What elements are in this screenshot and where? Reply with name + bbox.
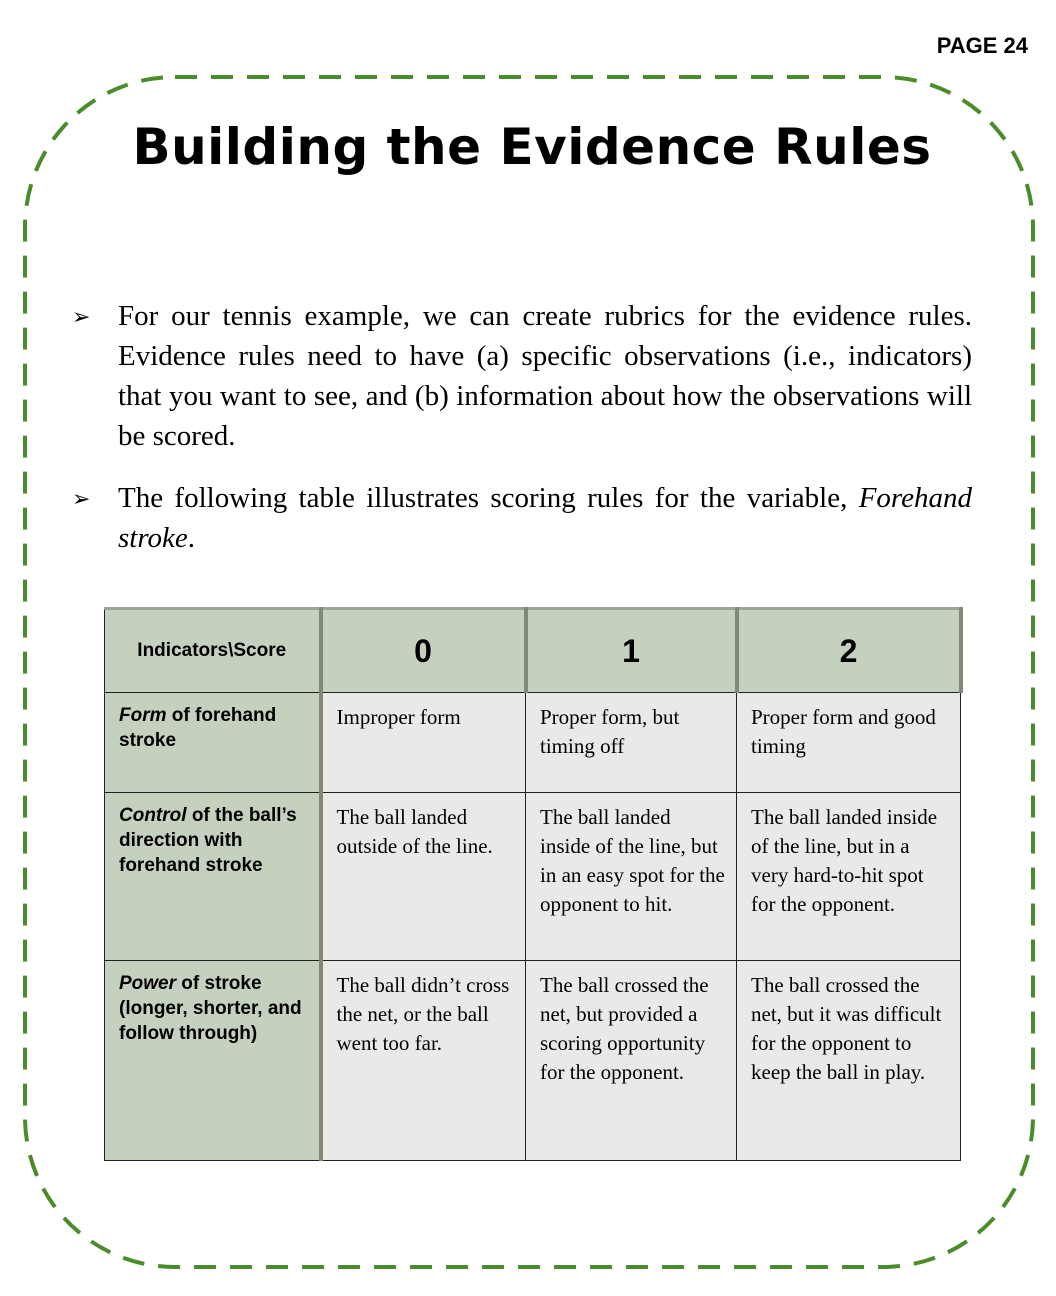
bullet-text: The following table illustrates scoring rules for the variable, [118, 482, 859, 514]
table-cell: The ball landed outside of the line. [321, 793, 526, 961]
header-score-0: 0 [321, 609, 526, 693]
row-label-emphasis: Form [119, 705, 167, 726]
row-label-text: of the ball’s direction with forehand stroke [119, 805, 297, 876]
row-label-emphasis: Power [119, 973, 177, 994]
page-number: PAGE 24 [936, 33, 1028, 58]
table-cell: Improper form [321, 693, 526, 793]
table-cell: Proper form and good timing [737, 693, 961, 793]
arrow-bullet-icon: ➢ [72, 305, 91, 330]
row-label-control [105, 793, 321, 961]
table-cell: Proper form, but timing off [526, 693, 737, 793]
table-row [105, 693, 961, 793]
bullet-text: For our tennis example, we can create rubrics for the evidence rules. Evidence rules need to have (a) specific observations (i.e., indicators) that you want to see, and (b) information about how the observations will be scored. [118, 300, 972, 452]
header-indicator: Indicators\Score [105, 609, 321, 693]
bullet-list [72, 296, 972, 580]
table-header-row [105, 609, 961, 693]
table-cell: The ball landed inside of the line, but in a very hard-to-hit spot for the opponent. [737, 793, 961, 961]
row-label-emphasis: Control [119, 805, 187, 826]
row-label-power [105, 961, 321, 1161]
table-row [105, 961, 961, 1161]
table-cell: The ball didn’t cross the net, or the ball went too far. [321, 961, 526, 1161]
arrow-bullet-icon: ➢ [72, 487, 91, 512]
row-label-text: of forehand stroke [119, 705, 277, 751]
header-score-1: 1 [526, 609, 737, 693]
table-cell: The ball landed inside of the line, but in an easy spot for the opponent to hit. [526, 793, 737, 961]
header-score-2: 2 [737, 609, 961, 693]
page-title: Building the Evidence Rules [132, 118, 932, 176]
table-cell: The ball crossed the net, but it was difficult for the opponent to keep the ball in play. [737, 961, 961, 1161]
bullet-item [72, 478, 972, 558]
table-cell: The ball crossed the net, but provided a scoring opportunity for the opponent. [526, 961, 737, 1161]
rubric-table [104, 607, 963, 1161]
bullet-end: . [187, 522, 196, 554]
row-label-form [105, 693, 321, 793]
row-label-text: of stroke (longer, shorter, and follow through) [119, 973, 302, 1044]
table-row [105, 793, 961, 961]
bullet-italic-term: Forehand stroke [118, 482, 972, 554]
bullet-item [72, 296, 972, 456]
